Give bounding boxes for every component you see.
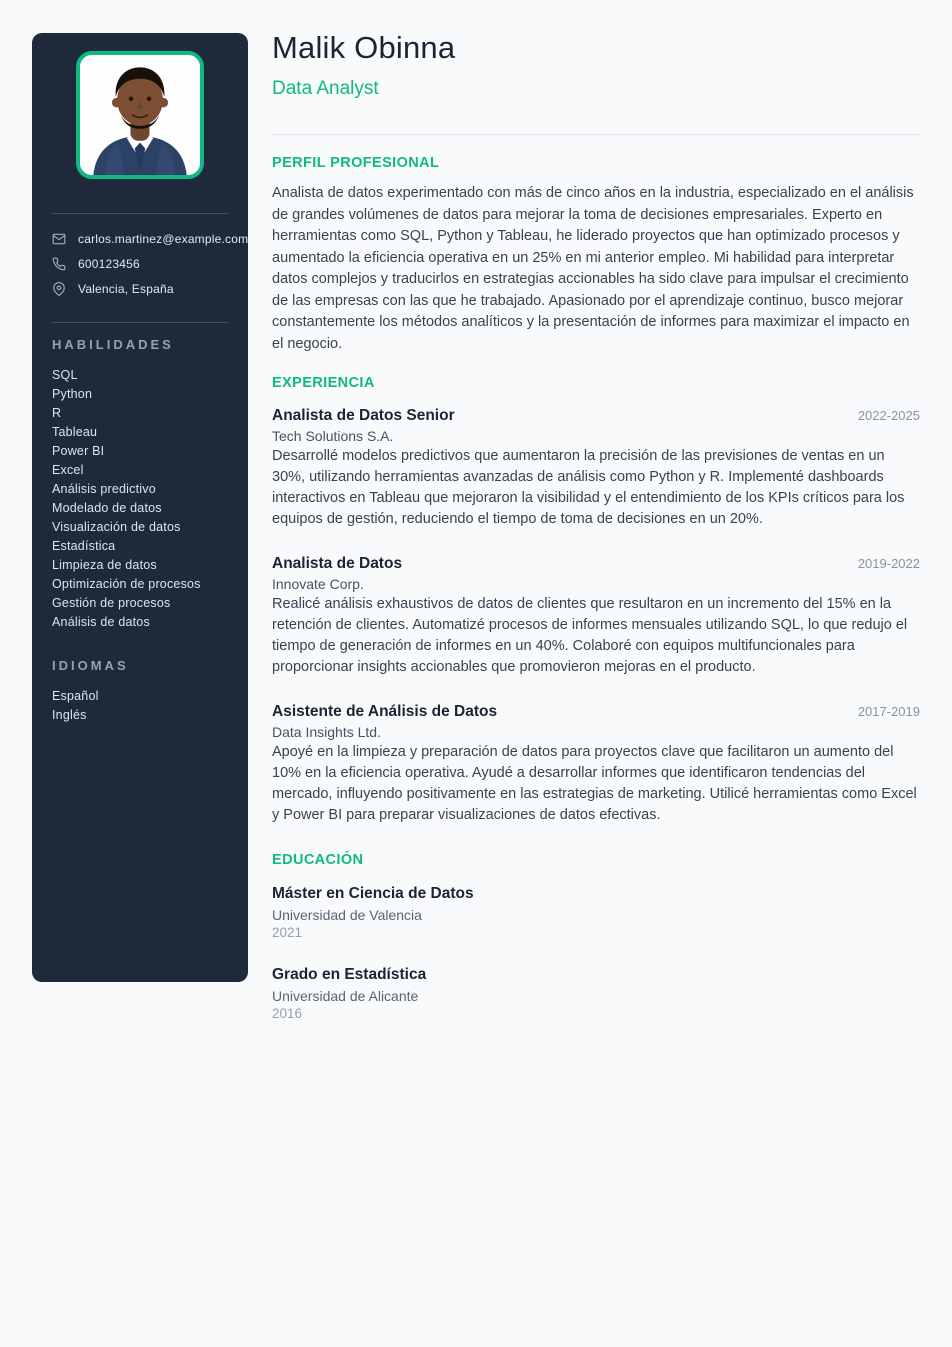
degree-school: Universidad de Valencia bbox=[272, 907, 422, 923]
profile-photo-illustration bbox=[80, 55, 200, 175]
contact-phone bbox=[52, 257, 228, 271]
experience-title: Asistente de Análisis de Datos bbox=[272, 703, 498, 720]
phone-icon bbox=[52, 257, 66, 271]
skill-item: Optimización de procesos bbox=[52, 577, 201, 591]
education-entry bbox=[272, 966, 920, 1021]
experience-dates: 2022-2025 bbox=[857, 408, 920, 423]
contact-phone-value: 600123456 bbox=[78, 257, 140, 271]
education-section bbox=[272, 852, 920, 1021]
profile-text: Analista de datos experimentado con más de cinco años en la industria, especializado en el análisis de grandes volúmenes de datos para mejorar la toma de decisiones empresariales. Experto en herramientas como SQL, Python y Tableau, he liderado proyectos que han optimizado procesos y aumentado la eficiencia operativa en un 25% en mi anterior empleo. Mi habilidad para interpretar datos complejos y traducirlos en estrategias accionables ha sido clave para impulsar el crecimiento de las empresas con las que he trabajado. Apasionado por el aprendizaje continuo, busco mejorar constantemente los métodos analíticos y la presentación de informes para maximizar el impacto en el negocio. bbox=[272, 185, 914, 352]
experience-company: Tech Solutions S.A. bbox=[272, 428, 394, 444]
skill-item: Excel bbox=[52, 463, 84, 477]
profile-photo bbox=[76, 51, 204, 179]
experience-entry bbox=[272, 555, 920, 678]
skill-item: Gestión de procesos bbox=[52, 596, 171, 610]
experience-entry-head bbox=[272, 703, 920, 721]
degree-title: Máster en Ciencia de Datos bbox=[272, 885, 474, 902]
degree-title: Grado en Estadística bbox=[272, 966, 427, 983]
skill-item: Análisis de datos bbox=[52, 615, 150, 629]
location-icon bbox=[52, 282, 66, 296]
skill-item: Análisis predictivo bbox=[52, 482, 156, 496]
experience-entry-head bbox=[272, 555, 920, 573]
contact-location-value: Valencia, España bbox=[78, 282, 174, 296]
skills-heading: HABILIDADES bbox=[52, 337, 174, 352]
experience-entry-head bbox=[272, 407, 920, 425]
skill-item: R bbox=[52, 406, 62, 420]
experience-company: Innovate Corp. bbox=[272, 576, 364, 592]
skill-item: Tableau bbox=[52, 425, 98, 439]
contact-location bbox=[52, 282, 228, 296]
experience-dates: 2017-2019 bbox=[857, 704, 920, 719]
experience-section bbox=[272, 375, 920, 826]
experience-company: Data Insights Ltd. bbox=[272, 724, 381, 740]
experience-heading: EXPERIENCIA bbox=[272, 375, 375, 391]
sidebar-divider bbox=[52, 213, 228, 214]
skill-item: Power BI bbox=[52, 444, 105, 458]
profile-heading: PERFIL PROFESIONAL bbox=[272, 155, 440, 171]
contact-email-value: carlos.martinez@example.com bbox=[78, 232, 249, 246]
languages-heading: IDIOMAS bbox=[52, 658, 129, 673]
skill-item: Visualización de datos bbox=[52, 520, 181, 534]
profile-section bbox=[272, 155, 920, 355]
education-list bbox=[272, 885, 920, 1021]
skill-item: Estadística bbox=[52, 539, 116, 553]
degree-year: 2021 bbox=[272, 925, 303, 940]
skills-section bbox=[52, 337, 228, 632]
person-job-title: Data Analyst bbox=[272, 78, 379, 99]
experience-title: Analista de Datos Senior bbox=[272, 407, 455, 424]
contact-email bbox=[52, 232, 249, 246]
experience-description: Realicé análisis exhaustivos de datos de clientes que resultaron en un incremento del 15% en la retención de clientes. Automatizé procesos de informes mensuales utilizando SQL, lo que redujo el tiempo de generación de informes en un 40%. Colaboré con equipos multifuncionales para proporcionar insights accionables que promovieron mejoras en el producto. bbox=[272, 596, 908, 675]
degree-school: Universidad de Alicante bbox=[272, 988, 419, 1004]
education-heading: EDUCACIÓN bbox=[272, 852, 364, 868]
contact-list bbox=[52, 232, 249, 296]
language-item: Inglés bbox=[52, 708, 87, 722]
degree-year: 2016 bbox=[272, 1006, 303, 1021]
skill-item: Limpieza de datos bbox=[52, 558, 157, 572]
skills-list bbox=[52, 366, 228, 632]
experience-title: Analista de Datos bbox=[272, 555, 403, 572]
sidebar-divider bbox=[52, 322, 228, 323]
email-icon bbox=[52, 232, 66, 246]
person-name: Malik Obinna bbox=[272, 30, 456, 65]
experience-description: Desarrollé modelos predictivos que aumentaron la precisión de las previsiones de ventas en un 30%, utilizando herramientas avanzadas de análisis como Python y R. Implementé dashboards interactivos en Tableau que mejoraron la visibilidad y el entendimiento de los KPIs críticos para los equipos de gestión, reduciendo el tiempo de toma de decisiones en un 20%. bbox=[272, 448, 905, 527]
header-divider bbox=[272, 134, 920, 135]
experience-entry bbox=[272, 703, 920, 826]
experience-description: Apoyé en la limpieza y preparación de datos para proyectos clave que facilitaron un aumento del 10% en la eficiencia operativa. Ayudé a desarrollar informes que identificaron tendencias del mercado, influyendo positivamente en las estrategias de marketing. Utilicé herramientas como Excel y Power BI para preparar visualizaciones de datos efectivas. bbox=[272, 744, 917, 823]
resume-main bbox=[272, 30, 920, 1021]
experience-dates: 2019-2022 bbox=[857, 556, 920, 571]
education-entry bbox=[272, 885, 920, 940]
experience-entry bbox=[272, 407, 920, 530]
sidebar bbox=[32, 33, 248, 982]
languages-list bbox=[52, 687, 228, 725]
skill-item: Modelado de datos bbox=[52, 501, 162, 515]
skill-item: Python bbox=[52, 387, 93, 401]
skill-item: SQL bbox=[52, 368, 78, 382]
languages-section bbox=[52, 658, 228, 725]
language-item: Español bbox=[52, 689, 99, 703]
experience-list bbox=[272, 407, 920, 826]
